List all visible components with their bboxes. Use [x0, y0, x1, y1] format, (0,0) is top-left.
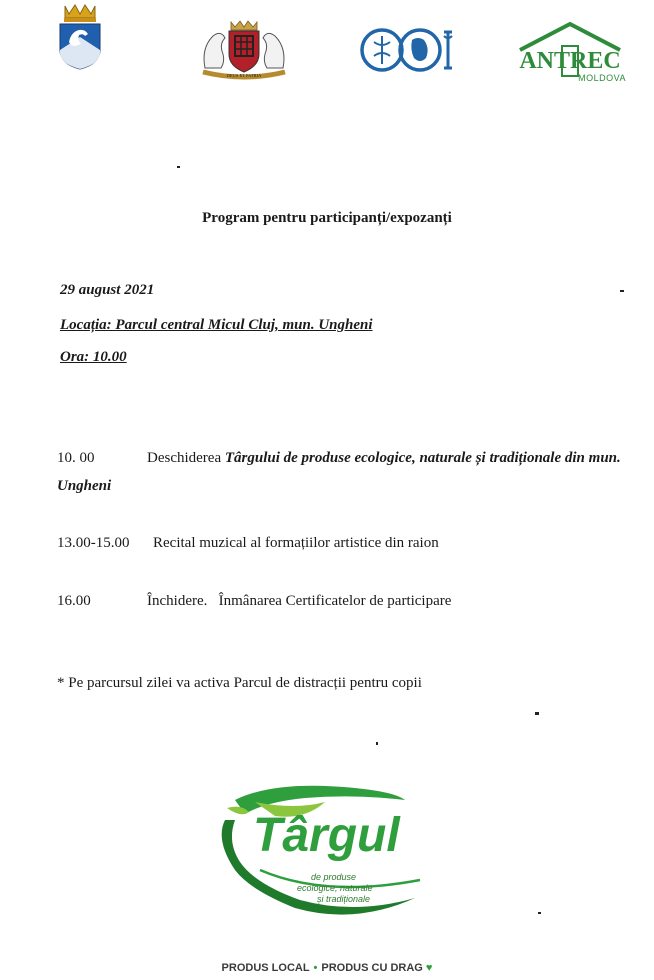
- slogan-right: PRODUS CU DRAG: [321, 962, 423, 974]
- fair-logo-line2: ecologice, naturale: [297, 883, 373, 893]
- footnote: * Pe parcursul zilei va activa Parcul de distracții pentru copii: [57, 675, 422, 691]
- scan-speck: [538, 912, 541, 914]
- schedule-item-closing: [57, 593, 637, 610]
- fair-logo-line1: de produse: [311, 872, 357, 882]
- event-time: Ora: 10.00: [60, 349, 127, 365]
- schedule-text: Recital muzical al formațiilor artistice din raion: [153, 535, 439, 551]
- scan-speck: [535, 712, 539, 715]
- antrec-logo: [510, 20, 630, 84]
- fair-logo-line3: și tradiționale: [317, 894, 371, 904]
- fair-logo-word: Târgul: [253, 809, 400, 862]
- footer-slogan: [0, 962, 654, 974]
- municipal-emblem-logo: [195, 18, 293, 80]
- cci-logo: [360, 26, 460, 76]
- slogan-separator: •: [313, 962, 318, 974]
- schedule-time: 16.00: [57, 593, 91, 609]
- antrec-wordmark: ANTREC: [519, 48, 621, 74]
- slogan-left: PRODUS LOCAL: [221, 962, 310, 974]
- schedule-emphasis: Târgului de produse ecologice, naturale și tradiționale din mun. Ungheni: [57, 450, 621, 494]
- scan-speck: [177, 166, 180, 168]
- heart-icon: ♥: [425, 962, 433, 974]
- page-title: Program pentru participanți/expozanți: [202, 210, 452, 226]
- schedule-time: 13.00-15.00: [57, 535, 130, 551]
- schedule-prefix: Deschiderea: [147, 450, 225, 466]
- schedule-item-recital: [57, 535, 637, 552]
- schedule-time: 10. 00: [57, 450, 95, 466]
- event-date: 29 august 2021: [60, 282, 155, 298]
- emblem-motto: DEUS ET PATRIA: [226, 73, 262, 78]
- scan-speck: [620, 290, 624, 292]
- scan-speck: [376, 742, 378, 745]
- event-location: Locația: Parcul central Micul Cluj, mun. Ungheni: [60, 317, 373, 333]
- schedule-text: Închidere. Înmânarea Certificatelor de participare: [147, 593, 452, 609]
- antrec-country: MOLDOVA: [578, 73, 626, 83]
- fair-logo: [205, 780, 430, 925]
- schedule-item-opening: [57, 444, 637, 500]
- ungheni-coat-of-arms-logo: [55, 2, 105, 70]
